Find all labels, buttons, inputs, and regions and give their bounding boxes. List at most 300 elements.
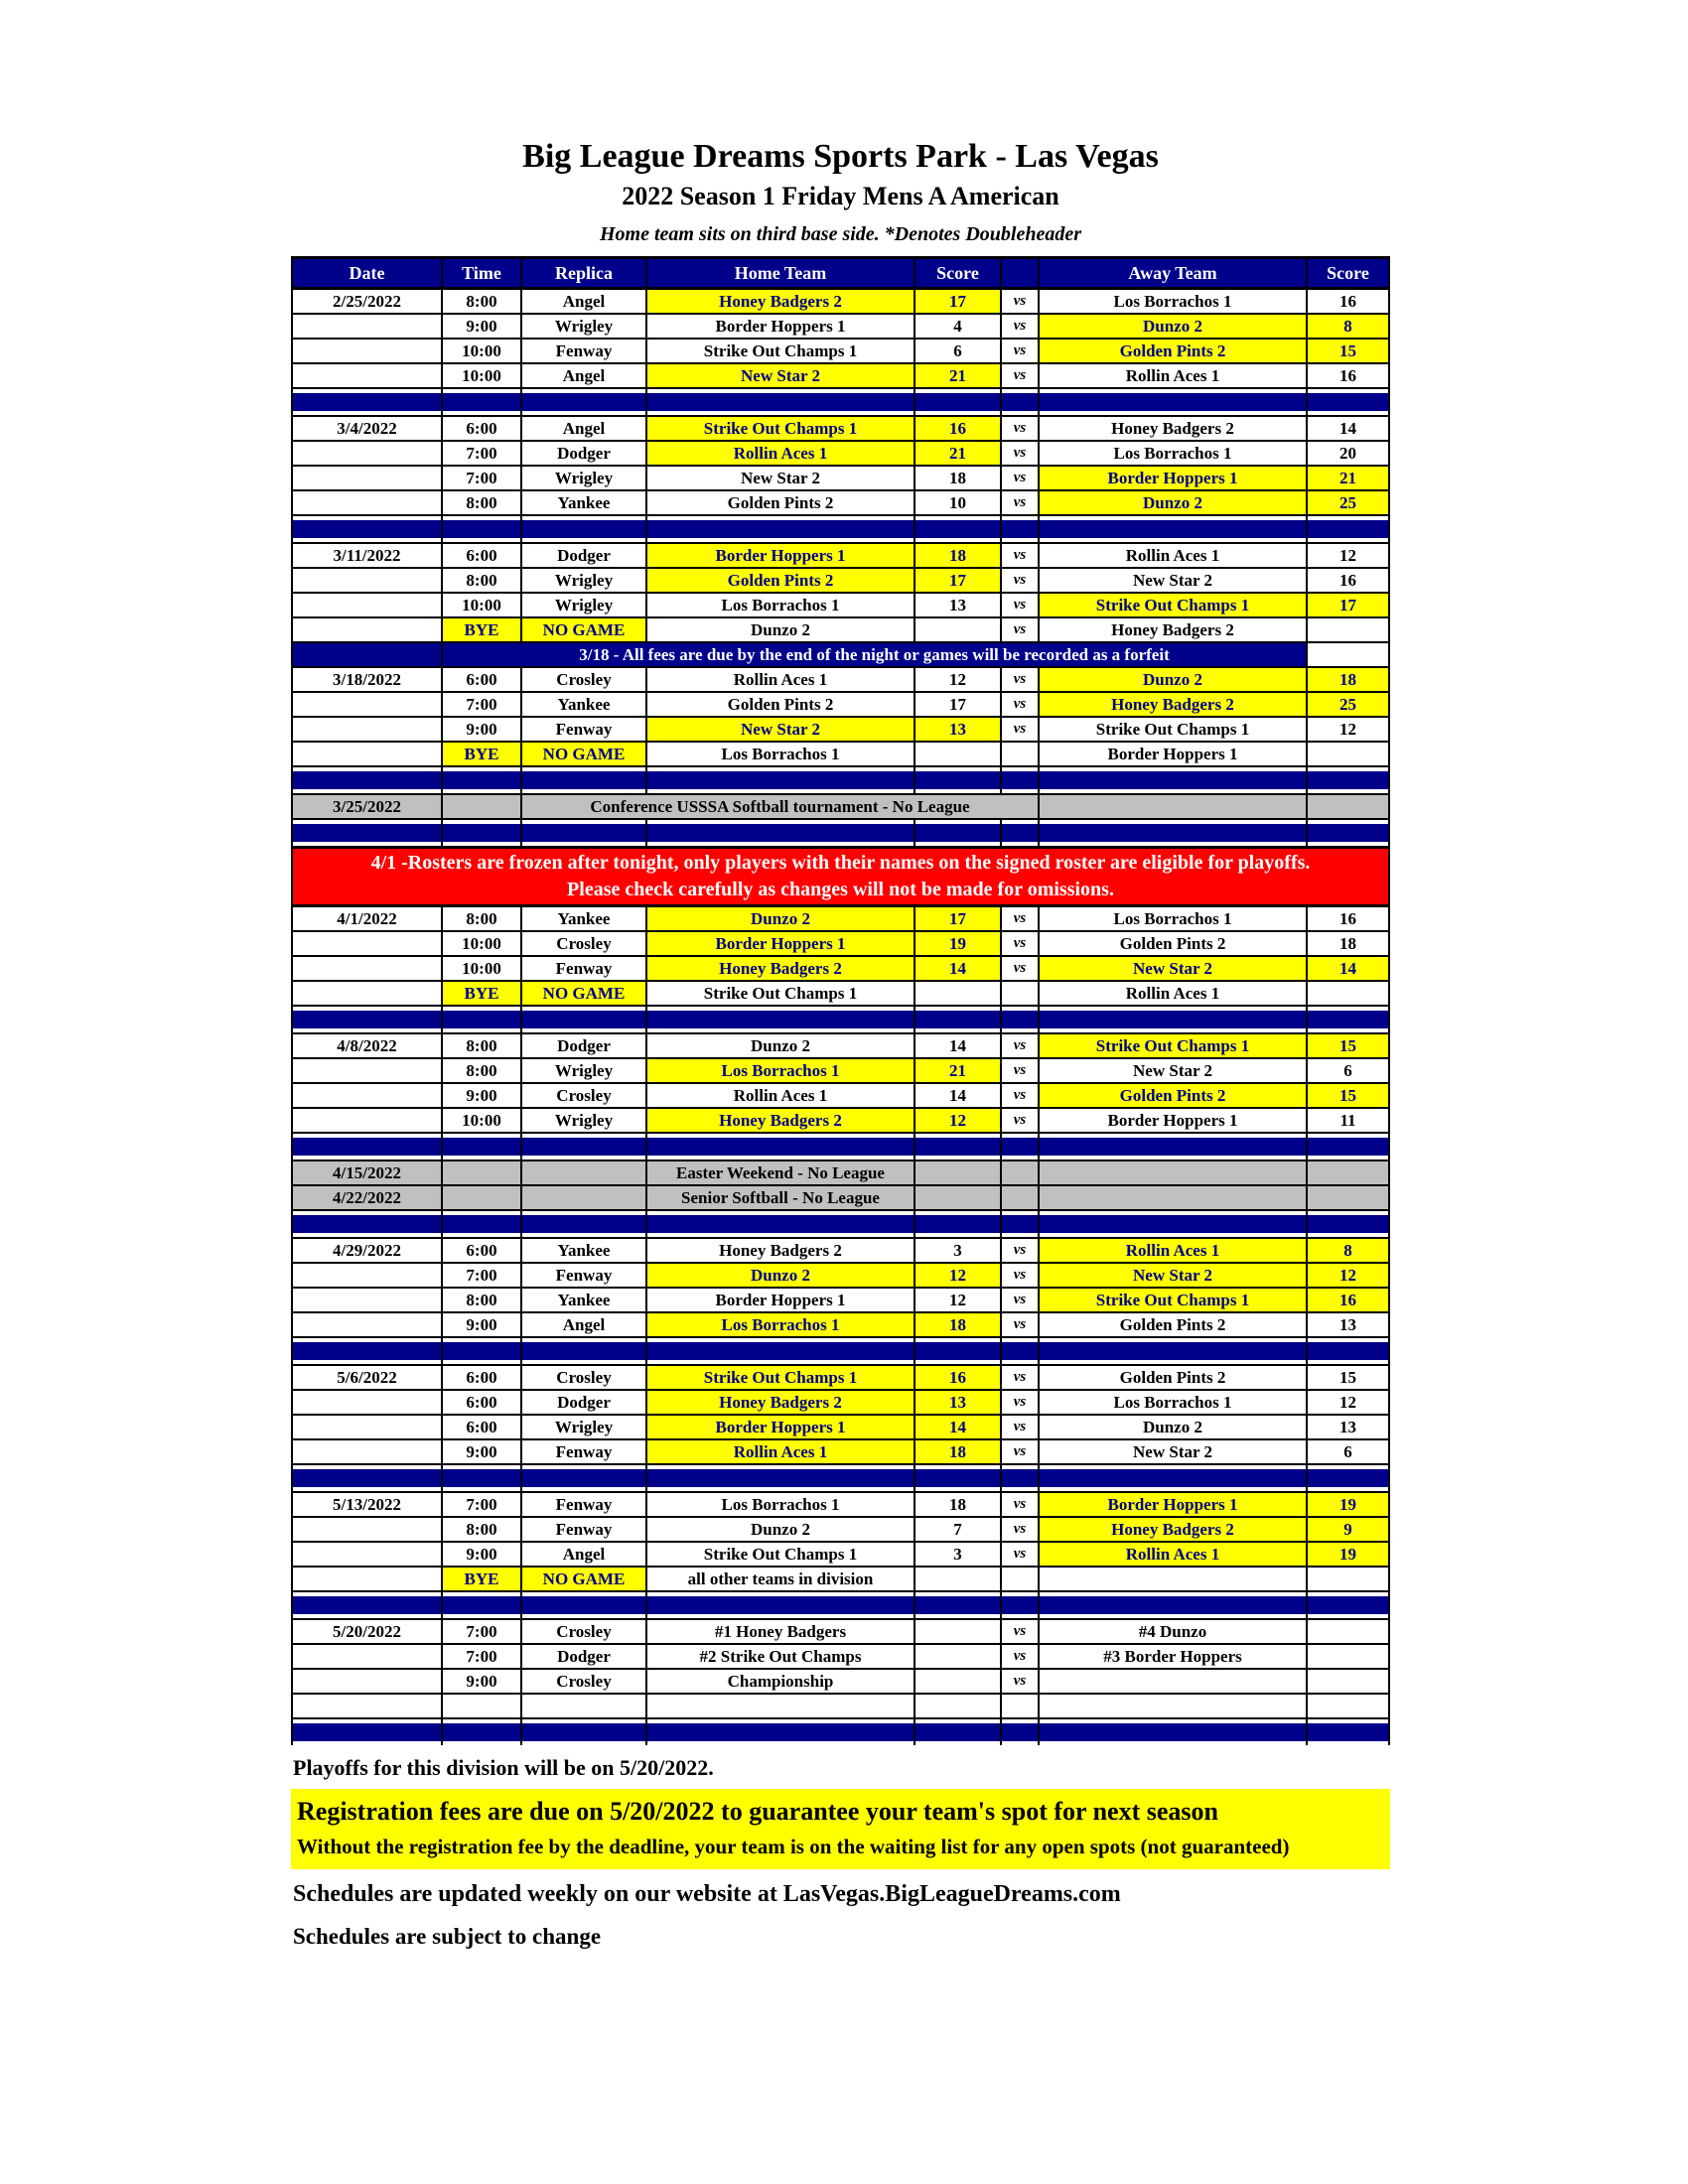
home-team-cell: Los Borrachos 1	[646, 1492, 914, 1517]
vs-cell	[1001, 742, 1039, 766]
home-team-cell: Strike Out Champs 1	[646, 981, 914, 1006]
time-cell: 6:00	[442, 1238, 521, 1263]
replica-cell: Fenway	[521, 339, 646, 363]
game-row	[292, 1058, 1389, 1083]
time-cell: 8:00	[442, 1288, 521, 1312]
home-team-cell: Golden Pints 2	[646, 692, 914, 717]
replica-cell: Angel	[521, 289, 646, 315]
home-score-cell	[914, 617, 1001, 642]
home-score-cell	[914, 1567, 1001, 1591]
spacer-cell	[1039, 1337, 1307, 1365]
time-cell: 8:00	[442, 490, 521, 515]
spacer-cell	[914, 1718, 1001, 1745]
replica-cell: Crosley	[521, 1619, 646, 1644]
away-score-cell: 6	[1307, 1058, 1389, 1083]
spacer-cell	[521, 1718, 646, 1745]
game-row	[292, 568, 1389, 593]
spacer-cell	[292, 1006, 442, 1033]
away-score-cell: 16	[1307, 1288, 1389, 1312]
game-row	[292, 1492, 1389, 1517]
date-cell: 4/15/2022	[292, 1160, 442, 1185]
vs-cell: vs	[1001, 956, 1039, 981]
vs-cell: vs	[1001, 289, 1039, 315]
home-score-cell	[914, 1185, 1001, 1210]
home-score-cell: 17	[914, 906, 1001, 932]
away-score-cell: 25	[1307, 490, 1389, 515]
column-header-score: Score	[914, 258, 1001, 289]
date-cell	[292, 1567, 442, 1591]
away-team-cell: Border Hoppers 1	[1039, 1492, 1307, 1517]
vs-cell: vs	[1001, 1492, 1039, 1517]
away-team-cell: Los Borrachos 1	[1039, 1390, 1307, 1415]
waiting-list-note: Without the registration fee by the deadline, your team is on the waiting list for any open spots (not guaranteed)	[297, 1835, 1290, 1859]
away-score-cell: 14	[1307, 956, 1389, 981]
game-row	[292, 1644, 1389, 1669]
fees-notice-cell: 3/18 - All fees are due by the end of the night or games will be recorded as a forfeit	[442, 642, 1307, 667]
away-score-cell: 13	[1307, 1312, 1389, 1337]
away-team-cell: Honey Badgers 2	[1039, 1517, 1307, 1542]
away-score-cell	[1307, 642, 1389, 667]
home-score-cell: 4	[914, 314, 1001, 339]
home-team-cell: Strike Out Champs 1	[646, 416, 914, 441]
away-team-cell: Strike Out Champs 1	[1039, 1033, 1307, 1058]
away-score-cell: 12	[1307, 717, 1389, 742]
replica-cell: Angel	[521, 1542, 646, 1567]
time-cell: 6:00	[442, 1390, 521, 1415]
date-cell: 5/6/2022	[292, 1365, 442, 1390]
home-score-cell: 21	[914, 441, 1001, 466]
spacer-cell	[646, 1337, 914, 1365]
spacer-cell	[1039, 1210, 1307, 1238]
away-team-cell: Strike Out Champs 1	[1039, 717, 1307, 742]
date-cell: 4/22/2022	[292, 1185, 442, 1210]
vs-cell: vs	[1001, 1108, 1039, 1133]
away-team-cell: Rollin Aces 1	[1039, 543, 1307, 568]
home-team-cell: Dunzo 2	[646, 1263, 914, 1288]
away-team-cell: Golden Pints 2	[1039, 1365, 1307, 1390]
game-row	[292, 363, 1389, 388]
time-cell: 10:00	[442, 956, 521, 981]
away-team-cell: Los Borrachos 1	[1039, 441, 1307, 466]
game-row	[292, 1033, 1389, 1058]
away-team-cell: Honey Badgers 2	[1039, 617, 1307, 642]
home-score-cell: 12	[914, 1108, 1001, 1133]
vs-cell: vs	[1001, 1542, 1039, 1567]
vs-cell: vs	[1001, 339, 1039, 363]
spacer-cell	[521, 1210, 646, 1238]
schedule-content	[291, 137, 1390, 1950]
game-row	[292, 289, 1389, 315]
replica-cell: Fenway	[521, 717, 646, 742]
date-cell	[292, 339, 442, 363]
home-team-cell	[646, 1694, 914, 1718]
spacer-cell	[1307, 1337, 1389, 1365]
home-score-cell: 14	[914, 1033, 1001, 1058]
column-header-away-team: Away Team	[1039, 258, 1307, 289]
game-row	[292, 717, 1389, 742]
game-row	[292, 1238, 1389, 1263]
home-score-cell: 10	[914, 490, 1001, 515]
notice-line: Please check carefully as changes will not be made for omissions.	[567, 879, 1114, 901]
time-cell: 10:00	[442, 593, 521, 617]
spacer-cell	[1307, 388, 1389, 416]
away-score-cell: 19	[1307, 1542, 1389, 1567]
home-score-cell: 16	[914, 416, 1001, 441]
spacer-cell	[1001, 515, 1039, 543]
replica-cell: Wrigley	[521, 568, 646, 593]
vs-cell: vs	[1001, 1365, 1039, 1390]
home-team-cell: New Star 2	[646, 466, 914, 490]
time-cell: 9:00	[442, 1542, 521, 1567]
away-team-cell: #4 Dunzo	[1039, 1619, 1307, 1644]
game-row	[292, 1390, 1389, 1415]
game-row	[292, 1542, 1389, 1567]
date-cell	[292, 1108, 442, 1133]
date-cell	[292, 466, 442, 490]
fees-notice-row	[292, 642, 1389, 667]
spacer-cell	[646, 1718, 914, 1745]
spacer-cell	[292, 819, 442, 848]
replica-cell: Fenway	[521, 1439, 646, 1464]
spacer-cell	[521, 1133, 646, 1160]
spacer-cell	[442, 1337, 521, 1365]
replica-cell: Crosley	[521, 931, 646, 956]
vs-cell	[1001, 1694, 1039, 1718]
home-team-cell: #1 Honey Badgers	[646, 1619, 914, 1644]
game-row	[292, 441, 1389, 466]
date-cell	[292, 642, 442, 667]
vs-cell	[1001, 1160, 1039, 1185]
vs-cell: vs	[1001, 667, 1039, 692]
spacer-cell	[1307, 766, 1389, 794]
home-team-note: Home team sits on third base side. *Denotes Doubleheader	[600, 223, 1081, 246]
replica-cell	[521, 1694, 646, 1718]
date-cell	[292, 441, 442, 466]
date-cell	[292, 1644, 442, 1669]
time-cell: 10:00	[442, 339, 521, 363]
time-cell: 7:00	[442, 1263, 521, 1288]
home-score-cell	[914, 981, 1001, 1006]
away-team-cell: Golden Pints 2	[1039, 339, 1307, 363]
away-score-cell	[1307, 1694, 1389, 1718]
vs-cell: vs	[1001, 593, 1039, 617]
replica-cell: Crosley	[521, 667, 646, 692]
game-row	[292, 1263, 1389, 1288]
spacer-row	[292, 1210, 1389, 1238]
date-cell: 4/1/2022	[292, 906, 442, 932]
date-cell	[292, 956, 442, 981]
home-score-cell	[914, 1694, 1001, 1718]
away-score-cell: 25	[1307, 692, 1389, 717]
registration-fees-note: Registration fees are due on 5/20/2022 to guarantee your team's spot for next season	[297, 1797, 1218, 1827]
bye-row	[292, 742, 1389, 766]
spacer-cell	[1001, 1006, 1039, 1033]
spacer-cell	[442, 515, 521, 543]
no-league-row	[292, 794, 1389, 819]
away-team-cell: New Star 2	[1039, 1058, 1307, 1083]
game-row	[292, 1108, 1389, 1133]
home-score-cell: 21	[914, 363, 1001, 388]
spacer-cell	[442, 1210, 521, 1238]
date-cell	[292, 742, 442, 766]
spacer-cell	[646, 766, 914, 794]
time-cell: 7:00	[442, 466, 521, 490]
home-team-cell: Rollin Aces 1	[646, 667, 914, 692]
home-score-cell: 7	[914, 1517, 1001, 1542]
time-cell: 7:00	[442, 441, 521, 466]
away-team-cell: Golden Pints 2	[1039, 1083, 1307, 1108]
spacer-cell	[292, 515, 442, 543]
spacer-cell	[646, 515, 914, 543]
column-header-date: Date	[292, 258, 442, 289]
spacer-row	[292, 388, 1389, 416]
no-league-note-cell: Easter Weekend - No League	[646, 1160, 914, 1185]
time-cell: 8:00	[442, 906, 521, 932]
spacer-cell	[292, 1464, 442, 1492]
time-cell: 6:00	[442, 1415, 521, 1439]
spacer-cell	[1001, 1464, 1039, 1492]
home-team-cell: Los Borrachos 1	[646, 593, 914, 617]
away-team-cell: Border Hoppers 1	[1039, 742, 1307, 766]
game-row	[292, 931, 1389, 956]
home-team-cell: Golden Pints 2	[646, 490, 914, 515]
home-team-cell: Los Borrachos 1	[646, 742, 914, 766]
replica-cell: Dodger	[521, 1390, 646, 1415]
spacer-cell	[1039, 388, 1307, 416]
replica-cell: Wrigley	[521, 1058, 646, 1083]
spacer-cell	[292, 388, 442, 416]
vs-cell: vs	[1001, 363, 1039, 388]
time-cell: BYE	[442, 1567, 521, 1591]
spacer-cell	[521, 1337, 646, 1365]
rosters-frozen-notice-cell	[292, 848, 1389, 906]
away-score-cell: 14	[1307, 416, 1389, 441]
vs-cell: vs	[1001, 617, 1039, 642]
away-team-cell: Dunzo 2	[1039, 314, 1307, 339]
no-league-row	[292, 1160, 1389, 1185]
bye-row	[292, 617, 1389, 642]
away-team-cell	[1039, 1669, 1307, 1694]
home-score-cell: 18	[914, 543, 1001, 568]
footer	[291, 1755, 1390, 1950]
schedule-table	[291, 256, 1390, 1745]
time-cell: 7:00	[442, 1644, 521, 1669]
game-row	[292, 692, 1389, 717]
away-team-cell: Rollin Aces 1	[1039, 363, 1307, 388]
away-score-cell: 13	[1307, 1415, 1389, 1439]
home-team-cell: all other teams in division	[646, 1567, 914, 1591]
spacer-row	[292, 1133, 1389, 1160]
spacer-cell	[1039, 1133, 1307, 1160]
time-cell	[442, 794, 521, 819]
date-cell	[292, 568, 442, 593]
replica-cell: Dodger	[521, 543, 646, 568]
replica-cell: Wrigley	[521, 593, 646, 617]
away-score-cell: 18	[1307, 931, 1389, 956]
date-cell	[292, 490, 442, 515]
away-score-cell	[1307, 1619, 1389, 1644]
spacer-cell	[914, 766, 1001, 794]
replica-cell: Fenway	[521, 956, 646, 981]
away-score-cell	[1307, 981, 1389, 1006]
time-cell: BYE	[442, 617, 521, 642]
home-team-cell: Dunzo 2	[646, 1033, 914, 1058]
game-row	[292, 416, 1389, 441]
away-team-cell: Golden Pints 2	[1039, 1312, 1307, 1337]
spacer-cell	[1001, 388, 1039, 416]
home-score-cell	[914, 742, 1001, 766]
date-cell: 3/18/2022	[292, 667, 442, 692]
home-team-cell: Strike Out Champs 1	[646, 1365, 914, 1390]
away-score-cell: 15	[1307, 1365, 1389, 1390]
time-cell: 7:00	[442, 692, 521, 717]
home-team-cell: Strike Out Champs 1	[646, 1542, 914, 1567]
spacer-cell	[1001, 819, 1039, 848]
time-cell: 8:00	[442, 1517, 521, 1542]
home-team-cell: Honey Badgers 2	[646, 1390, 914, 1415]
away-score-cell: 8	[1307, 1238, 1389, 1263]
website-note: Schedules are updated weekly on our website at LasVegas.BigLeagueDreams.com	[293, 1881, 1121, 1908]
spacer-cell	[521, 515, 646, 543]
home-team-cell: Honey Badgers 2	[646, 289, 914, 315]
away-score-cell: 12	[1307, 543, 1389, 568]
time-cell: 6:00	[442, 667, 521, 692]
replica-cell: Yankee	[521, 1288, 646, 1312]
date-cell	[292, 1083, 442, 1108]
away-score-cell: 15	[1307, 339, 1389, 363]
vs-cell: vs	[1001, 692, 1039, 717]
spacer-cell	[1039, 766, 1307, 794]
replica-cell: NO GAME	[521, 742, 646, 766]
vs-cell: vs	[1001, 1517, 1039, 1542]
away-score-cell: 16	[1307, 363, 1389, 388]
home-score-cell	[914, 1160, 1001, 1185]
replica-cell: Dodger	[521, 1644, 646, 1669]
column-header-replica: Replica	[521, 258, 646, 289]
spacer-row	[292, 1337, 1389, 1365]
replica-cell: Yankee	[521, 692, 646, 717]
date-cell	[292, 1058, 442, 1083]
spacer-cell	[646, 1464, 914, 1492]
spacer-cell	[442, 1006, 521, 1033]
vs-cell: vs	[1001, 466, 1039, 490]
home-score-cell: 13	[914, 1390, 1001, 1415]
away-team-cell	[1039, 1185, 1307, 1210]
game-row	[292, 667, 1389, 692]
replica-cell	[521, 1160, 646, 1185]
away-team-cell: #3 Border Hoppers	[1039, 1644, 1307, 1669]
home-score-cell: 18	[914, 1492, 1001, 1517]
away-team-cell: Border Hoppers 1	[1039, 466, 1307, 490]
away-score-cell	[1307, 1567, 1389, 1591]
column-header-vs	[1001, 258, 1039, 289]
game-row	[292, 593, 1389, 617]
spacer-cell	[521, 1006, 646, 1033]
date-cell	[292, 314, 442, 339]
replica-cell: Crosley	[521, 1669, 646, 1694]
vs-cell: vs	[1001, 1288, 1039, 1312]
home-team-cell: Border Hoppers 1	[646, 1288, 914, 1312]
game-row	[292, 543, 1389, 568]
away-team-cell: Dunzo 2	[1039, 667, 1307, 692]
date-cell	[292, 363, 442, 388]
time-cell: 8:00	[442, 1058, 521, 1083]
spacer-cell	[914, 1006, 1001, 1033]
home-score-cell: 3	[914, 1238, 1001, 1263]
home-score-cell: 3	[914, 1542, 1001, 1567]
spacer-cell	[1001, 1337, 1039, 1365]
home-team-cell: New Star 2	[646, 717, 914, 742]
home-score-cell: 18	[914, 1439, 1001, 1464]
away-team-cell: Honey Badgers 2	[1039, 416, 1307, 441]
date-cell	[292, 1390, 442, 1415]
time-cell: 9:00	[442, 314, 521, 339]
spacer-cell	[1307, 819, 1389, 848]
playoffs-note: Playoffs for this division will be on 5/20/2022.	[293, 1755, 714, 1781]
away-score-cell: 8	[1307, 314, 1389, 339]
home-team-cell: Rollin Aces 1	[646, 1439, 914, 1464]
spacer-cell	[1039, 1006, 1307, 1033]
away-team-cell: Strike Out Champs 1	[1039, 593, 1307, 617]
date-cell	[292, 617, 442, 642]
spacer-cell	[1307, 515, 1389, 543]
spacer-cell	[914, 1133, 1001, 1160]
replica-cell: Wrigley	[521, 314, 646, 339]
spacer-cell	[1039, 1591, 1307, 1619]
replica-cell: Fenway	[521, 1517, 646, 1542]
replica-cell	[521, 1185, 646, 1210]
game-row	[292, 1439, 1389, 1464]
away-team-cell: Honey Badgers 2	[1039, 692, 1307, 717]
vs-cell: vs	[1001, 1439, 1039, 1464]
spacer-cell	[1307, 1006, 1389, 1033]
home-score-cell	[914, 1669, 1001, 1694]
replica-cell: NO GAME	[521, 981, 646, 1006]
spacer-cell	[646, 819, 914, 848]
time-cell: BYE	[442, 981, 521, 1006]
time-cell: 9:00	[442, 1669, 521, 1694]
spacer-cell	[442, 766, 521, 794]
away-team-cell: New Star 2	[1039, 1439, 1307, 1464]
away-score-cell	[1307, 794, 1389, 819]
spacer-cell	[442, 1591, 521, 1619]
home-team-cell: Golden Pints 2	[646, 568, 914, 593]
spacer-cell	[1001, 1591, 1039, 1619]
time-cell: BYE	[442, 742, 521, 766]
vs-cell	[1001, 1185, 1039, 1210]
away-score-cell: 21	[1307, 466, 1389, 490]
date-cell	[292, 1439, 442, 1464]
time-cell: 9:00	[442, 717, 521, 742]
spacer-row	[292, 766, 1389, 794]
notice-line: 4/1 -Rosters are frozen after tonight, only players with their names on the signed roster are eligible for playoffs.	[370, 852, 1311, 875]
home-score-cell: 14	[914, 1415, 1001, 1439]
home-score-cell: 14	[914, 956, 1001, 981]
game-row	[292, 1083, 1389, 1108]
replica-cell: Angel	[521, 416, 646, 441]
vs-cell: vs	[1001, 717, 1039, 742]
time-cell	[442, 1694, 521, 1718]
game-row	[292, 1288, 1389, 1312]
spacer-cell	[646, 388, 914, 416]
home-team-cell: Border Hoppers 1	[646, 1415, 914, 1439]
date-cell	[292, 692, 442, 717]
away-score-cell	[1307, 1669, 1389, 1694]
spacer-cell	[646, 1591, 914, 1619]
time-cell: 7:00	[442, 1619, 521, 1644]
away-score-cell	[1307, 742, 1389, 766]
time-cell	[442, 1185, 521, 1210]
